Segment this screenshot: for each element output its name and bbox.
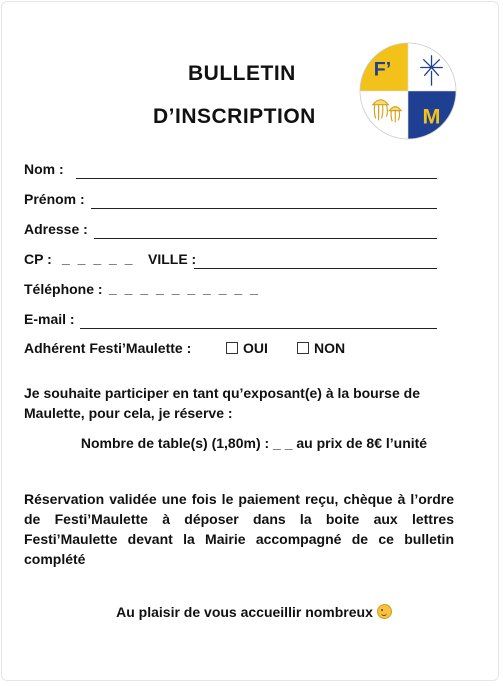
- prenom-field[interactable]: [91, 208, 437, 209]
- telephone-field[interactable]: _ _ _ _ _ _ _ _ _ _: [109, 280, 260, 296]
- oui-checkbox[interactable]: [226, 342, 238, 354]
- ville-label: VILLE :: [148, 251, 197, 267]
- adherent-label: Adhérent Festi’Maulette :: [24, 340, 192, 356]
- festi-maulette-logo: [359, 42, 457, 140]
- closing-line: [24, 602, 484, 622]
- registration-form-page: [1, 1, 499, 681]
- non-option[interactable]: [297, 340, 345, 356]
- prenom-label: Prénom :: [24, 191, 85, 207]
- email-label: E-mail :: [24, 311, 75, 327]
- email-field[interactable]: [80, 328, 437, 329]
- title-line-1: BULLETIN: [188, 62, 296, 85]
- winking-face-icon: [377, 604, 392, 619]
- ville-field[interactable]: [194, 268, 437, 269]
- cp-label: CP :: [24, 251, 52, 267]
- participation-text: Je souhaite participer en tant qu’exposant(e) à la bourse de Maulette, pour cela, je réserve :: [24, 385, 420, 421]
- title-line-2: D’INSCRIPTION: [153, 105, 316, 128]
- tables-text: Nombre de table(s) (1,80m) : _ _ au prix de 8€ l’unité: [80, 435, 428, 451]
- adresse-field[interactable]: [94, 238, 437, 239]
- oui-label: OUI: [243, 340, 268, 356]
- logo-letter-m: M: [422, 103, 441, 129]
- reservation-text: Réservation validée une fois le paiement reçu, chèque à l’ordre de Festi’Maulette à déposer dans la boite aux lettres Festi’Maulette devant la Mairie accompagné de ce bulletin complété: [24, 491, 454, 567]
- nom-field[interactable]: [76, 178, 437, 179]
- non-label: NON: [314, 340, 346, 356]
- adresse-label: Adresse :: [24, 221, 88, 237]
- oui-option[interactable]: [226, 340, 268, 356]
- closing-text: Au plaisir de vous accueillir nombreux: [116, 604, 373, 620]
- nom-label: Nom :: [24, 161, 64, 177]
- cp-field[interactable]: _ _ _ _ _: [62, 250, 135, 266]
- non-checkbox[interactable]: [297, 342, 309, 354]
- telephone-label: Téléphone :: [24, 281, 103, 297]
- logo-letter-f: F’: [373, 58, 392, 81]
